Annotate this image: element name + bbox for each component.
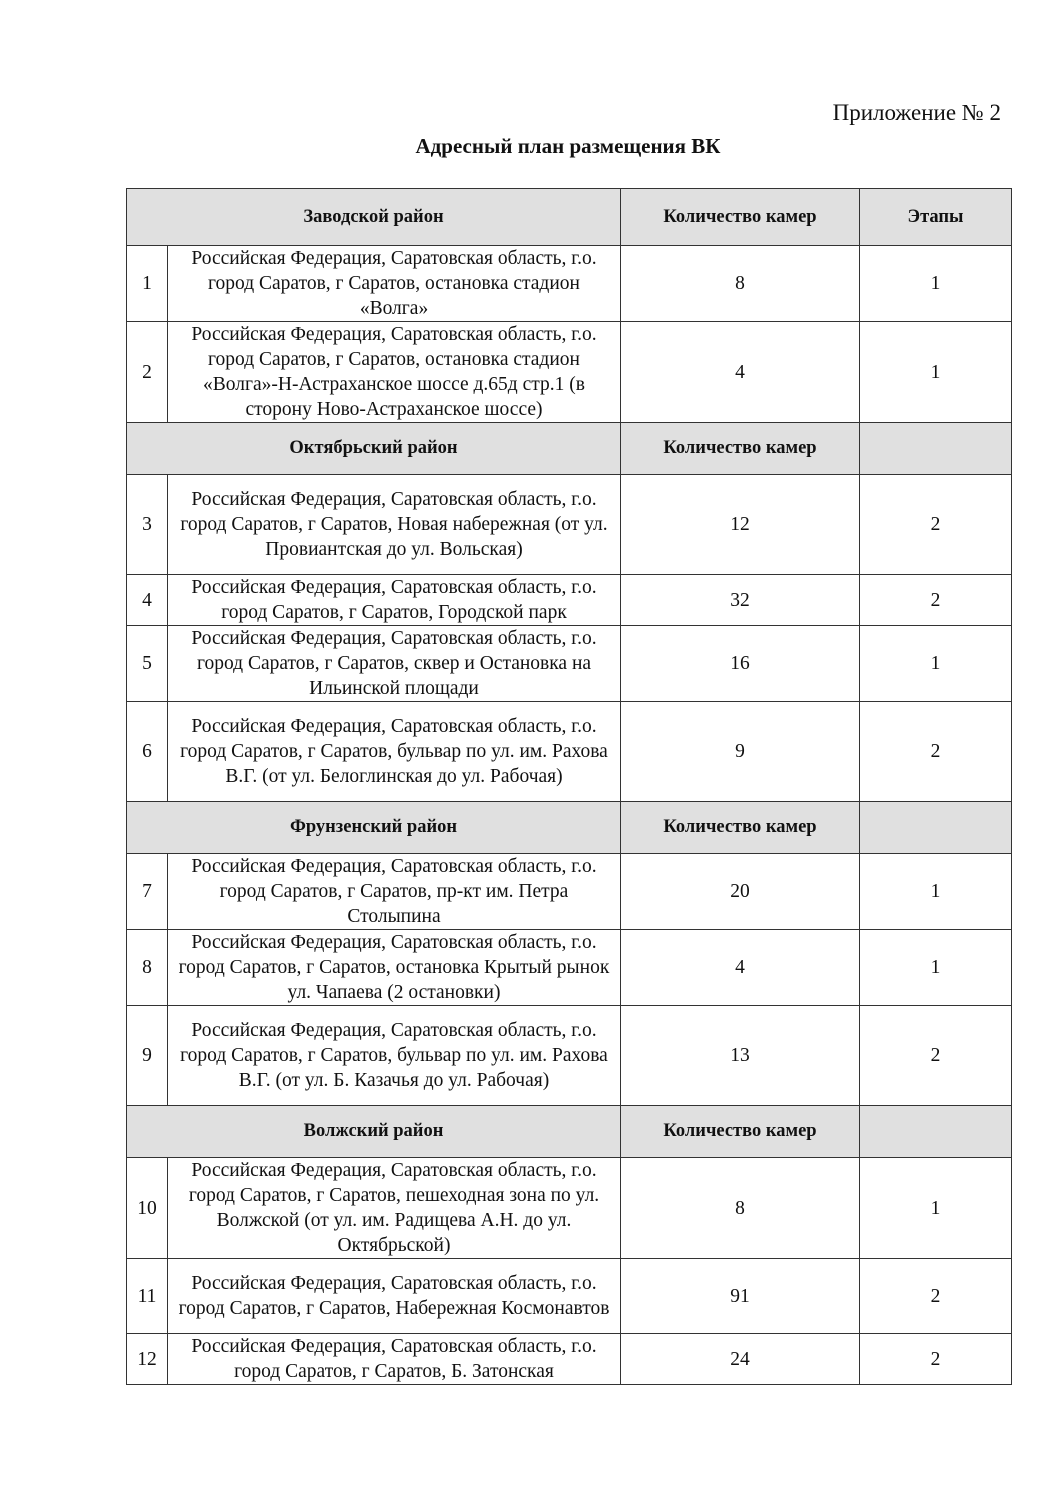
camera-count-cell: 91 [621, 1259, 860, 1334]
address-cell: Российская Федерация, Саратовская область, г.о. город Саратов, г Саратов, Б. Затонская [168, 1334, 621, 1385]
stages-header [860, 423, 1012, 475]
stage-cell: 2 [860, 1259, 1012, 1334]
camera-count-header: Количество камер [621, 423, 860, 475]
row-number: 2 [127, 322, 168, 423]
address-cell: Российская Федерация, Саратовская область, г.о. город Саратов, г Саратов, бульвар по ул. им. Рахова В.Г. (от ул. Белоглинская до ул. Рабочая) [168, 702, 621, 802]
address-cell: Российская Федерация, Саратовская область, г.о. город Саратов, г Саратов, Набережная Космонавтов [168, 1259, 621, 1334]
district-name: Октябрьский район [127, 423, 621, 475]
camera-count-cell: 16 [621, 626, 860, 702]
table-row [127, 1259, 1012, 1334]
camera-count-header: Количество камер [621, 1106, 860, 1158]
row-number: 11 [127, 1259, 168, 1334]
camera-count-cell: 32 [621, 575, 860, 626]
row-number: 8 [127, 930, 168, 1006]
camera-count-cell: 9 [621, 702, 860, 802]
table-row [127, 854, 1012, 930]
stage-cell: 2 [860, 702, 1012, 802]
row-number: 5 [127, 626, 168, 702]
address-cell: Российская Федерация, Саратовская область, г.о. город Саратов, г Саратов, пр-кт им. Петра Столыпина [168, 854, 621, 930]
row-number: 9 [127, 1006, 168, 1106]
row-number: 6 [127, 702, 168, 802]
row-number: 4 [127, 575, 168, 626]
row-number: 7 [127, 854, 168, 930]
district-header-row [127, 1106, 1012, 1158]
camera-count-cell: 24 [621, 1334, 860, 1385]
stages-header: Этапы [860, 189, 1012, 246]
appendix-label: Приложение № 2 [832, 100, 1001, 125]
stage-cell: 1 [860, 246, 1012, 322]
table-row [127, 322, 1012, 423]
row-number: 12 [127, 1334, 168, 1385]
table-row [127, 246, 1012, 322]
row-number: 1 [127, 246, 168, 322]
district-name: Волжский район [127, 1106, 621, 1158]
table-row [127, 930, 1012, 1006]
document-title: Адресный план размещения ВК [415, 134, 721, 158]
camera-count-cell: 4 [621, 930, 860, 1006]
camera-count-cell: 4 [621, 322, 860, 423]
table-row [127, 626, 1012, 702]
stage-cell: 1 [860, 930, 1012, 1006]
address-plan-table [126, 188, 1012, 1385]
camera-count-cell: 20 [621, 854, 860, 930]
table-row [127, 1158, 1012, 1259]
district-name: Фрунзенский район [127, 802, 621, 854]
district-header-row [127, 802, 1012, 854]
camera-count-cell: 13 [621, 1006, 860, 1106]
camera-count-header: Количество камер [621, 802, 860, 854]
district-header-row [127, 423, 1012, 475]
table-row [127, 1006, 1012, 1106]
address-cell: Российская Федерация, Саратовская область, г.о. город Саратов, г Саратов, пешеходная зона по ул. Волжской (от ул. им. Радищева А.Н. до ул. Октябрьской) [168, 1158, 621, 1259]
district-header-row [127, 189, 1012, 246]
stage-cell: 2 [860, 1334, 1012, 1385]
address-cell: Российская Федерация, Саратовская область, г.о. город Саратов, г Саратов, остановка стадион «Волга» [168, 246, 621, 322]
stages-header [860, 1106, 1012, 1158]
district-name: Заводской район [127, 189, 621, 246]
table-row [127, 702, 1012, 802]
camera-count-cell: 12 [621, 475, 860, 575]
table-row [127, 575, 1012, 626]
table-row [127, 475, 1012, 575]
row-number: 10 [127, 1158, 168, 1259]
stage-cell: 2 [860, 475, 1012, 575]
stage-cell: 2 [860, 575, 1012, 626]
address-cell: Российская Федерация, Саратовская область, г.о. город Саратов, г Саратов, остановка стадион «Волга»-Н-Астраханское шоссе д.65д стр.1 (в сторону Ново-Астраханское шоссе) [168, 322, 621, 423]
camera-count-header: Количество камер [621, 189, 860, 246]
address-cell: Российская Федерация, Саратовская область, г.о. город Саратов, г Саратов, Новая набережная (от ул. Провиантская до ул. Вольская) [168, 475, 621, 575]
address-cell: Российская Федерация, Саратовская область, г.о. город Саратов, г Саратов, сквер и Остановка на Ильинской площади [168, 626, 621, 702]
stage-cell: 1 [860, 854, 1012, 930]
stage-cell: 1 [860, 1158, 1012, 1259]
camera-count-cell: 8 [621, 246, 860, 322]
address-cell: Российская Федерация, Саратовская область, г.о. город Саратов, г Саратов, остановка Крытый рынок ул. Чапаева (2 остановки) [168, 930, 621, 1006]
stage-cell: 2 [860, 1006, 1012, 1106]
address-cell: Российская Федерация, Саратовская область, г.о. город Саратов, г Саратов, бульвар по ул. им. Рахова В.Г. (от ул. Б. Казачья до ул. Рабочая) [168, 1006, 621, 1106]
camera-count-cell: 8 [621, 1158, 860, 1259]
stages-header [860, 802, 1012, 854]
stage-cell: 1 [860, 626, 1012, 702]
row-number: 3 [127, 475, 168, 575]
stage-cell: 1 [860, 322, 1012, 423]
table-row [127, 1334, 1012, 1385]
address-cell: Российская Федерация, Саратовская область, г.о. город Саратов, г Саратов, Городской парк [168, 575, 621, 626]
